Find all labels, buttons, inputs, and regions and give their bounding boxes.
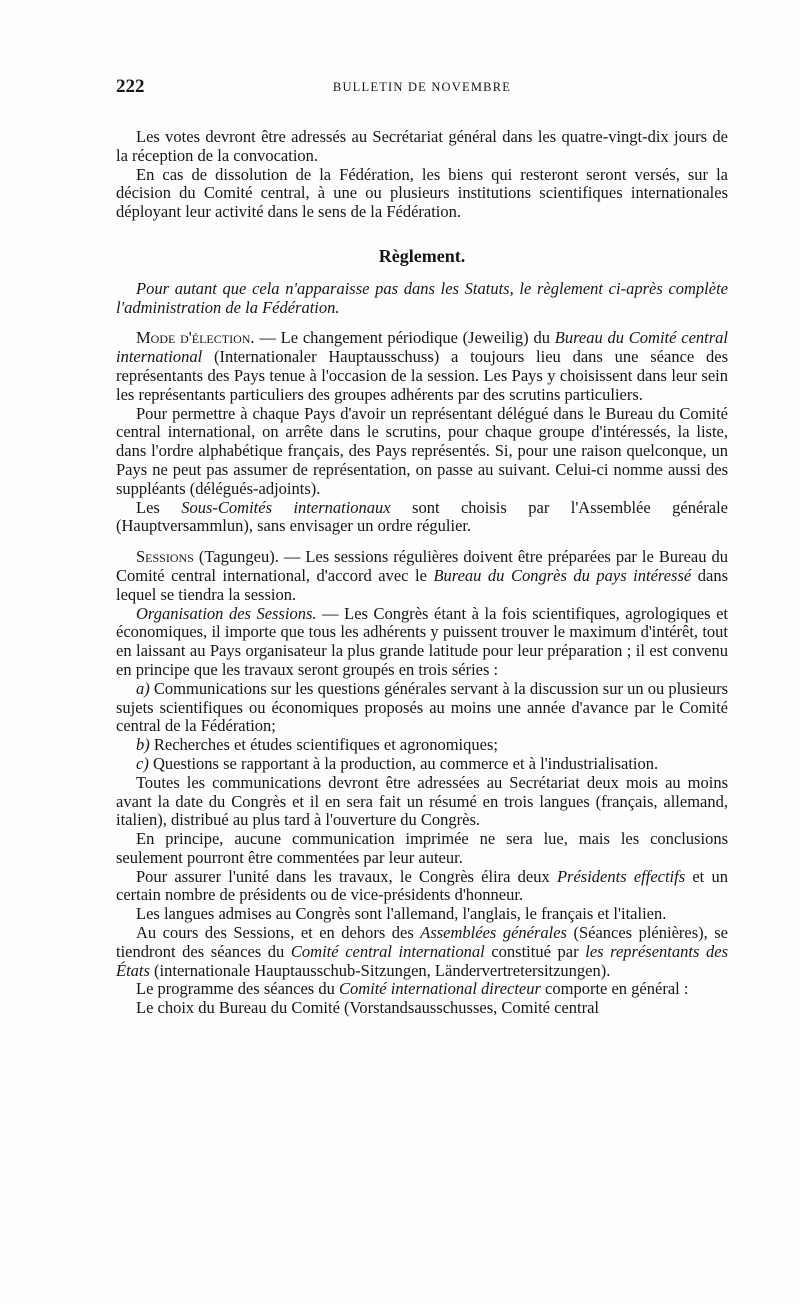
paragraph-communications: Toutes les communications devront être adressées au Secrétariat deux mois au moins avant la date du Congrès et il en sera fait un résumé en trois langues (français, allemand, italien), distribué au plus tard à l'ouverture du Congrès. xyxy=(116,772,728,830)
list-item: c) Questions se rapportant à la production, au commerce et à l'industrialisation. xyxy=(136,753,659,773)
paragraph-langues: Les langues admises au Congrès sont l'allemand, l'anglais, le français et l'italien. xyxy=(136,904,667,924)
page-header xyxy=(116,76,728,102)
paragraph-unite: Pour assurer l'unité dans les travaux, le Congrès élira deux Présidents effectifs et un certain nombre de présidents ou de vice-présidents d'honneur. xyxy=(116,866,728,905)
paragraph-representation: Pour permettre à chaque Pays d'avoir un représentant délégué dans le Bureau du Comité central international, on arrête dans le scrutins, pour chaque groupe d'intéressés, la liste, dans l'ordre alphabétique français, des Pays représentés. Si, pour une raison quelconque, un Pays ne peut pas assumer de représentation, on passe au suivant. Celui-ci nomme aussi des suppléants (délégués-adjoints). xyxy=(116,403,728,498)
paragraph-principe: En principe, aucune communication imprimée ne sera lue, mais les conclusions seulement pourront être commentées par leur auteur. xyxy=(116,829,728,867)
section-heading: Règlement. xyxy=(378,245,466,266)
paragraph-votes: Les votes devront être adressés au Secrétariat général dans les quatre-vingt-dix jours de la réception de la convocation. xyxy=(116,127,728,165)
paragraph-sessions: Sessions (Tagungeu). — Les sessions régulières doivent être préparées par le Bureau du Comité central international, d'accord avec le Bureau du Congrès du pays intéressé dans lequel se tiendra la session. xyxy=(116,547,729,604)
sessions-lead: Sessions xyxy=(136,547,194,567)
paragraph-sous-comites: Les Sous-Comités internationaux sont choisis par l'Assemblée générale (Hauptversammlun), sans envisager un ordre régulier. xyxy=(116,497,728,536)
list-item: a) Communications sur les questions générales servant à la discussion sur un ou plusieurs sujets scientifiques ou économiques proposés au moins une année d'avance par le Comité central de la Fédération; xyxy=(116,678,728,736)
paragraph-choix-bureau: Le choix du Bureau du Comité (Vorstandsausschusses, Comité central xyxy=(136,998,599,1018)
reglement-intro: Pour autant que cela n'apparaisse pas dans les Statuts, le règlement ci-après complète l'administration de la Fédération. xyxy=(116,278,728,317)
paragraph-dissolution: En cas de dissolution de la Fédération, les biens qui resteront seront versés, sur la décision du Comité central, à une ou plusieurs institutions scientifiques internationales déployant leur activité dans le sens de la Fédération. xyxy=(116,164,728,222)
page-number: 222 xyxy=(116,76,145,97)
body-text xyxy=(116,128,728,1018)
paragraph-cours-sessions: Au cours des Sessions, et en dehors des Assemblées générales (Séances plénières), se tiendront des séances du Comité central international constitué par les représentants des États (internationale Hauptausschub-Sitzungen, Ländervertretersitzungen). xyxy=(116,923,729,980)
paragraph-mode-election: Mode d'élection. — Le changement périodique (Jeweilig) du Bureau du Comité central international (Internationaler Hauptausschuss) a toujours lieu dans une séance des représentants des Pays tenue à l'occasion de la session. Les Pays y choisissent dans leur sein les représentants particuliers des groupes adhérents par des scrutins particuliers. xyxy=(116,328,728,404)
list-item: b) Recherches et études scientifiques et agronomiques; xyxy=(136,735,498,755)
mode-election-lead: Mode d'élection. xyxy=(136,328,255,348)
paragraph-programme: Le programme des séances du Comité international directeur comporte en général : xyxy=(136,979,689,999)
running-title: BULLETIN DE NOVEMBRE xyxy=(332,80,512,94)
paragraph-organisation: Organisation des Sessions. — Les Congrès étant à la fois scientifiques, agrologiques et économiques, il importe que tous les adhérents y puissent trouver le maximum d'intérêt, tout en laissant au Pays organisateur la plus grande latitude pour leur préparation ; il est convenu en principe que les travaux seront groupés en trois séries : xyxy=(116,603,728,679)
